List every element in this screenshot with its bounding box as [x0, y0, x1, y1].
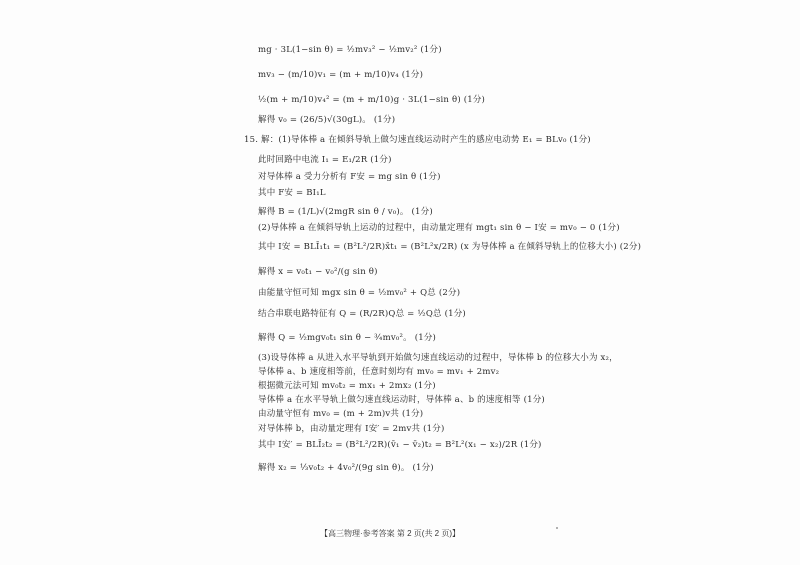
text-line-21: 对导体棒 b，由动量定理有 I安′ = 2mv共 (1分) [258, 424, 445, 434]
text-line-3: ½(m + m/10)v₄² = (m + m/10)g · 3L(1−sin θ) (1分) [258, 95, 486, 105]
text-line-8: 其中 F安 = BI₁L [258, 188, 326, 198]
text-line-12: 解得 x = v₀t₁ − v₀²/(g sin θ) [258, 267, 378, 277]
text-line-9: 解得 B = (1/L)√(2mgR sin θ / v₀)。 (1分) [258, 207, 433, 217]
text-line-19: 导体棒 a 在水平导轨上做匀速直线运动时，导体棒 a、b 的速度相等 (1分) [258, 395, 545, 405]
text-line-7: 对导体棒 a 受力分析有 F安 = mg sin θ (1分) [258, 172, 441, 182]
question-15-heading: 15. 解：(1)导体棒 a 在倾斜导轨上做匀速直线运动时产生的感应电动势 E₁ = BLv₀ (1分) [244, 135, 591, 145]
text-line-4: 解得 v₀ = (26/5)√(30gL)。 (1分) [258, 115, 396, 125]
text-line-13: 由能量守恒可知 mgx sin θ = ½mv₀² + Q总 (2分) [258, 288, 461, 298]
text-line-14: 结合串联电路特征有 Q = (R/2R)Q总 = ½Q总 (1分) [258, 309, 466, 319]
text-line-17: 导体棒 a、b 速度相等前，任意时刻均有 mv₀ = mv₁ + 2mv₂ [258, 367, 500, 377]
scan-speck [556, 527, 558, 529]
text-line-15: 解得 Q = ½mgv₀t₁ sin θ − ¾mv₀²。 (1分) [258, 333, 437, 343]
text-line-6: 此时回路中电流 I₁ = E₁/2R (1分) [258, 155, 392, 165]
text-line-2: mv₃ − (m/10)v₁ = (m + m/10)v₄ (1分) [258, 70, 424, 80]
text-line-23: 解得 x₂ = ⅓v₀t₂ + 4v₀²/(9g sin θ)。 (1分) [258, 463, 434, 473]
text-line-22: 其中 I安′ = BLĪ₂t₂ = (B²L²/2R)(v̄₁ − v̄₂)t₂ = B²L²(x₁ − x₂)/2R (1分) [258, 440, 542, 450]
page-footer: 【高三物理·参考答案 第 2 页(共 2 页)】 [320, 529, 461, 538]
text-line-1: mg · 3L(1−sin θ) = ½mv₃² − ½mv₂² (1分) [258, 45, 442, 55]
text-line-16: (3)设导体棒 a 从进入水平导轨到开始做匀速直线运动的过程中，导体棒 b 的位移大小为 x₂， [258, 353, 618, 363]
text-line-10: (2)导体棒 a 在倾斜导轨上运动的过程中，由动量定理有 mgt₁ sin θ − I安 = mv₀ − 0 (1分) [258, 223, 620, 233]
text-line-11: 其中 I安 = BLĪ₁t₁ = (B²L²/2R)x̄t₁ = (B²L²x/2R) (x 为导体棒 a 在倾斜导轨上的位移大小) (2分) [258, 242, 642, 252]
text-line-20: 由动量守恒有 mv₀ = (m + 2m)v共 (1分) [258, 409, 424, 419]
text-line-18: 根据微元法可知 mv₀t₂ = mx₁ + 2mx₂ (1分) [258, 381, 436, 391]
